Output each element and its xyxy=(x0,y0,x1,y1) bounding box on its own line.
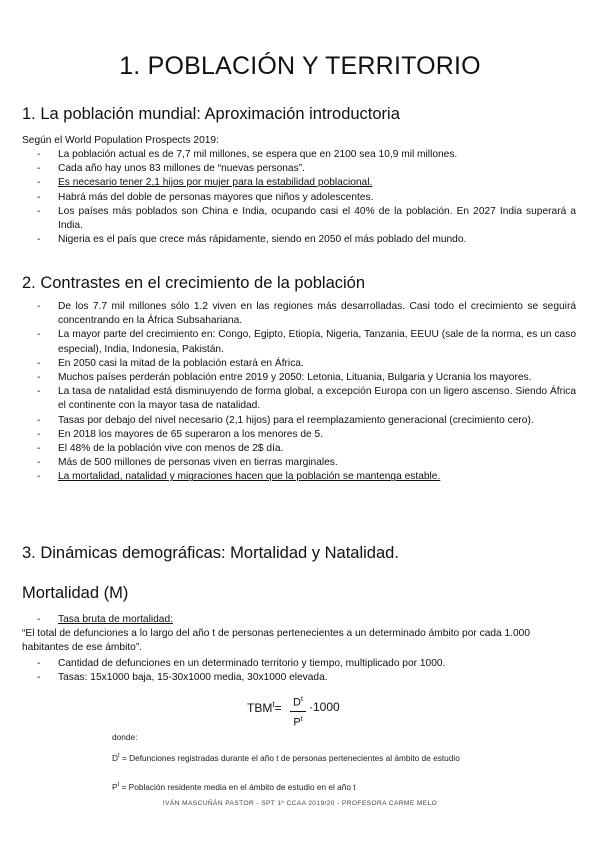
list-item: - Tasas por debajo del nivel necesario (2,1 hijos) para el reemplazamiento generacional (crecimiento cero). xyxy=(0,414,600,428)
donde-label: donde: xyxy=(112,732,138,742)
list-item: - Nigeria es el país que crece más rápidamente, siendo en 2050 el más poblado del mundo. xyxy=(0,233,600,247)
tbm-formula xyxy=(247,693,367,729)
section-1-heading: 1. La población mundial: Aproximación introductoria xyxy=(22,105,400,123)
formula-lhs: $TBM^t=$ xyxy=(247,700,282,715)
list-item: - Los países más poblados son China e India, ocupando casi el 40% de la población. En 2027 India superará a India. xyxy=(0,205,600,233)
list-item: - Muchos países perderán población entre 2019 y 2050: Letonia, Lituania, Bulgaria y Ucrania los mayores. xyxy=(0,371,600,385)
list-item: - El 48% de la población vive con menos de 2$ día. xyxy=(0,442,600,456)
section-1-intro: Según el World Population Prospects 2019: xyxy=(22,135,219,146)
section-1-list xyxy=(0,148,600,247)
list-item: - La mayor parte del crecimiento en: Congo, Egipto, Etiopía, Nigeria, Tanzania, EEUU (sale de la norma, es un caso especial), India, Indonesia, Pakistán. xyxy=(0,328,600,356)
definition-quote: “El total de defunciones a lo largo del año t de personas pertenecientes a un determinado ámbito por cada 1.000 habitantes de ese ámbito”. xyxy=(22,628,531,654)
list-item: - De los 7.7 mil millones sólo 1.2 viven en las regiones más desarrolladas. Casi todo el crecimiento se seguirá concentrando en la África Subsahariana. xyxy=(0,300,600,328)
section-2-list xyxy=(0,300,600,485)
list-item: - Tasas: 15x1000 baja, 15-30x1000 media, 30x1000 elevada. xyxy=(0,671,469,685)
section-3-heading: 3. Dinámicas demográficas: Mortalidad y Natalidad. xyxy=(22,544,399,562)
list-item: - Tasa bruta de mortalidad: xyxy=(0,613,197,627)
definition-p: $P^t$ = Población residente media en el ámbito de estudio en el año t xyxy=(112,781,356,792)
list-item: - En 2050 casi la mitad de la población estará en África. xyxy=(0,357,600,371)
formula-multiplier: ·1000 xyxy=(309,700,340,714)
mortalidad-subheading: Mortalidad (M) xyxy=(22,584,129,602)
list-item: - Habrá más del doble de personas mayores que niños y adolescentes. xyxy=(0,191,600,205)
definition-d: $D^t$ = Defunciones registradas durante el año t de personas pertenecientes al ámbito de estudio xyxy=(112,752,460,763)
list-item: - La mortalidad, natalidad y migraciones hacen que la población se mantenga estable. xyxy=(0,470,600,484)
list-item: - La tasa de natalidad está disminuyendo de forma global, a excepción Europa con un ligero ascenso. Siendo África el continente con la mayor tasa de natalidad. xyxy=(0,385,600,413)
mortalidad-tasa-list xyxy=(0,613,197,627)
list-item: - Cantidad de defunciones en un determinado territorio y tiempo, multiplicado por 1000. xyxy=(0,657,469,671)
list-item: - Más de 500 millones de personas viven en tierras marginales. xyxy=(0,456,600,470)
list-item: - La población actual es de 7,7 mil millones, se espera que en 2100 sea 10,9 mil millones. xyxy=(0,148,600,162)
list-item: - Cada año hay unos 83 millones de “nuevas personas”. xyxy=(0,162,600,176)
section-2-heading: 2. Contrastes en el crecimiento de la población xyxy=(22,274,366,292)
page-title: 1. POBLACIÓN Y TERRITORIO xyxy=(119,52,481,80)
mortalidad-list xyxy=(0,657,469,685)
formula-fraction: $D^t$ $P^t$ xyxy=(290,693,306,729)
page-footer: IVÁN MASCUÑÁN PASTOR - SPT 1º CCAA 2019/20 - PROFESORA CARME MELO xyxy=(162,800,438,807)
list-item: - Es necesario tener 2,1 hijos por mujer para la estabilidad poblacional. xyxy=(0,176,600,190)
list-item: - En 2018 los mayores de 65 superaron a los menores de 5. xyxy=(0,428,600,442)
